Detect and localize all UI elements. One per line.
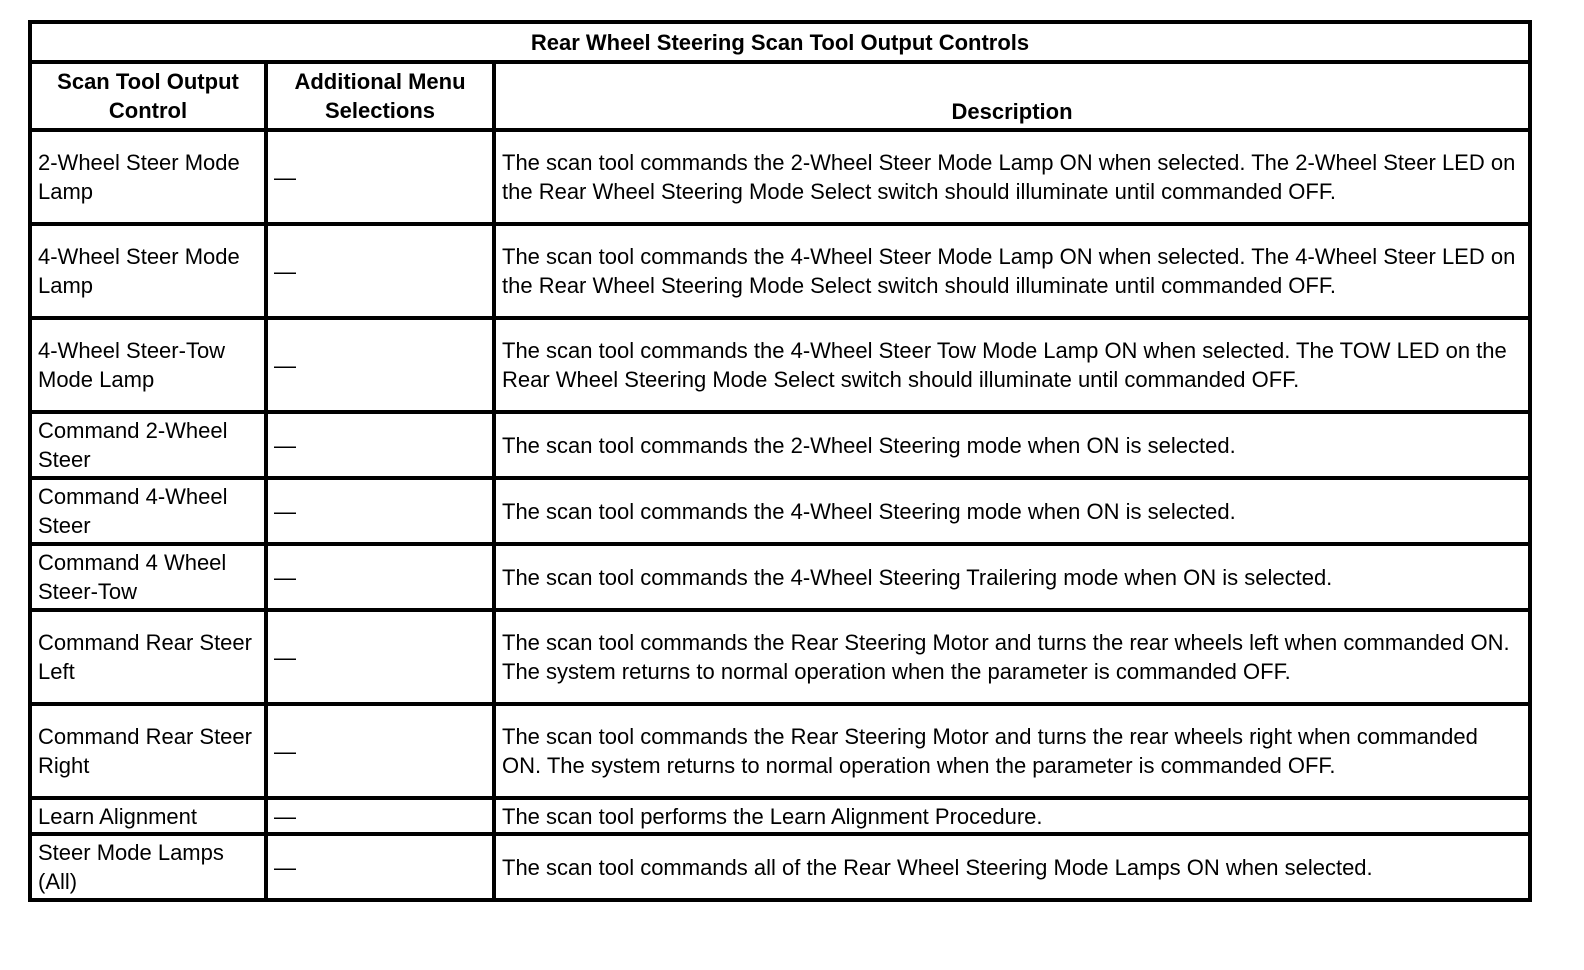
menu-selection-cell: — (266, 412, 494, 478)
column-header-description: Description (494, 62, 1530, 130)
column-header-control: Scan Tool Output Control (30, 62, 266, 130)
output-control-cell: Command 4 Wheel Steer-Tow (30, 544, 266, 610)
description-cell: The scan tool commands all of the Rear Wheel Steering Mode Lamps ON when selected. (494, 834, 1530, 900)
table-row (30, 834, 1530, 900)
description-cell: The scan tool commands the 2-Wheel Steering mode when ON is selected. (494, 412, 1530, 478)
menu-selection-cell: — (266, 704, 494, 798)
description-cell: The scan tool commands the 4-Wheel Steering Trailering mode when ON is selected. (494, 544, 1530, 610)
table-row (30, 704, 1530, 798)
description-cell: The scan tool performs the Learn Alignment Procedure. (494, 798, 1530, 834)
description-cell: The scan tool commands the 4-Wheel Steer Mode Lamp ON when selected. The 4-Wheel Steer LED on the Rear Wheel Steering Mode Select switch should illuminate until commanded OFF. (494, 224, 1530, 318)
menu-selection-cell: — (266, 224, 494, 318)
output-control-cell: 4-Wheel Steer-Tow Mode Lamp (30, 318, 266, 412)
table-row (30, 224, 1530, 318)
description-cell: The scan tool commands the Rear Steering Motor and turns the rear wheels right when commanded ON. The system returns to normal operation when the parameter is commanded OFF. (494, 704, 1530, 798)
description-cell: The scan tool commands the Rear Steering Motor and turns the rear wheels left when commanded ON. The system returns to normal operation when the parameter is commanded OFF. (494, 610, 1530, 704)
output-control-cell: Command 4-Wheel Steer (30, 478, 266, 544)
column-header-row (30, 62, 1530, 130)
table-title: Rear Wheel Steering Scan Tool Output Controls (30, 22, 1530, 62)
output-control-cell: Command Rear Steer Left (30, 610, 266, 704)
menu-selection-cell: — (266, 130, 494, 224)
menu-selection-cell: — (266, 318, 494, 412)
output-controls-table (28, 20, 1532, 902)
output-control-cell: 2-Wheel Steer Mode Lamp (30, 130, 266, 224)
menu-selection-cell: — (266, 798, 494, 834)
table-row (30, 478, 1530, 544)
description-cell: The scan tool commands the 2-Wheel Steer Mode Lamp ON when selected. The 2-Wheel Steer LED on the Rear Wheel Steering Mode Select switch should illuminate until commanded OFF. (494, 130, 1530, 224)
table-row (30, 798, 1530, 834)
table-row (30, 412, 1530, 478)
menu-selection-cell: — (266, 478, 494, 544)
table-row (30, 610, 1530, 704)
output-control-cell: Learn Alignment (30, 798, 266, 834)
table-title-row (30, 22, 1530, 62)
description-cell: The scan tool commands the 4-Wheel Steer Tow Mode Lamp ON when selected. The TOW LED on the Rear Wheel Steering Mode Select switch should illuminate until commanded OFF. (494, 318, 1530, 412)
menu-selection-cell: — (266, 544, 494, 610)
table-row (30, 318, 1530, 412)
output-control-cell: Steer Mode Lamps (All) (30, 834, 266, 900)
table-row (30, 544, 1530, 610)
table-row (30, 130, 1530, 224)
output-control-cell: Command Rear Steer Right (30, 704, 266, 798)
menu-selection-cell: — (266, 610, 494, 704)
output-control-cell: 4-Wheel Steer Mode Lamp (30, 224, 266, 318)
menu-selection-cell: — (266, 834, 494, 900)
description-cell: The scan tool commands the 4-Wheel Steering mode when ON is selected. (494, 478, 1530, 544)
output-control-cell: Command 2-Wheel Steer (30, 412, 266, 478)
column-header-menu: Additional Menu Selections (266, 62, 494, 130)
